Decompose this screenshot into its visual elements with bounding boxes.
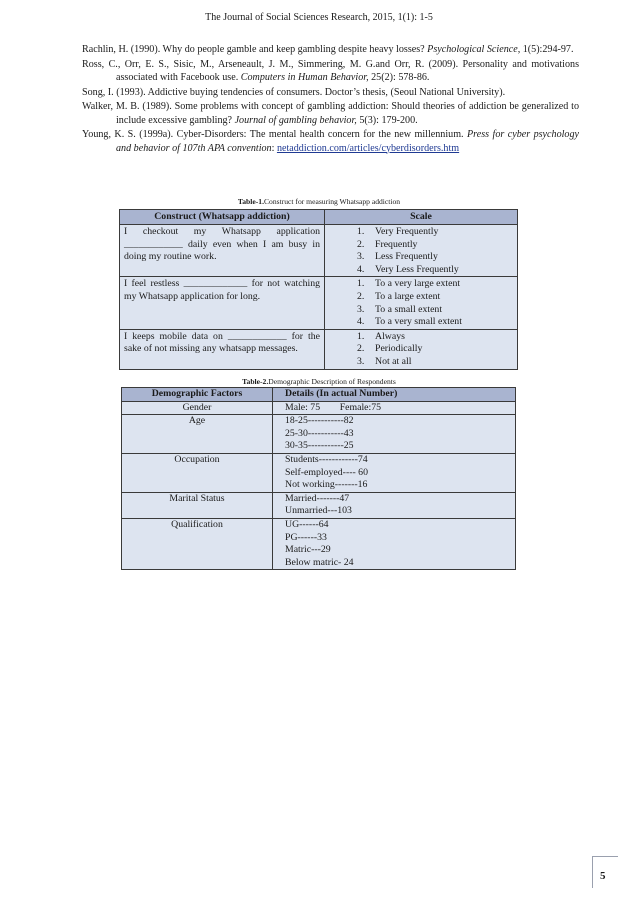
reference-details: 1(5):294-97. [520, 44, 574, 55]
detail-line: Students------------74 [285, 453, 368, 465]
reference-source: Journal of gambling behavior, [234, 114, 357, 126]
reference-text: Song, I. (1993). Addictive buying tendencies of consumers. Doctor’s thesis, (Seoul National University). [82, 86, 506, 98]
scale-option-label: Not at all [375, 355, 412, 367]
reference-entry [82, 43, 579, 57]
reference-entry [82, 58, 579, 85]
demographic-details-cell [273, 453, 516, 492]
detail-line: Unmarried---103 [285, 505, 352, 517]
scale-option-label: Always [375, 330, 405, 342]
scale-option-label: Frequently [375, 238, 418, 250]
scale-option [357, 304, 513, 317]
table-row [120, 277, 518, 329]
detail-line: 18-25-----------82 [285, 415, 354, 427]
reference-text: Rachlin, H. (1990). Why do people gamble and keep gambling despite heavy losses? [82, 44, 428, 55]
table-1-header-construct: Construct (Whatsapp addiction) [120, 210, 325, 225]
reference-details: 25(2): 578-86. [368, 72, 430, 83]
table-1-header-scale: Scale [325, 210, 518, 225]
construct-cell: I checkout my Whatsapp application ____________ daily even when I am busy in doing my routine work. [120, 225, 325, 277]
construct-cell: I keeps mobile data on ____________ for the sake of not missing any whatsapp messages. [120, 329, 325, 369]
reference-entry [82, 128, 579, 155]
detail-line: UG------64 [285, 518, 329, 530]
demographic-factor-cell: Occupation [122, 453, 273, 492]
reference-entry [82, 86, 579, 100]
scale-option-label: To a very large extent [375, 278, 461, 290]
table-2-caption-label: Table-2. [242, 377, 269, 386]
detail-line: Matric---29 [285, 544, 331, 556]
reference-source: Press for cyber psychology and behavior of 107th APA convention [116, 129, 579, 154]
scale-option-label: Very Frequently [375, 226, 439, 237]
scale-option-number: 2. [357, 238, 365, 250]
table-1-caption-text: Construct for measuring Whatsapp addiction [263, 197, 401, 206]
reference-link[interactable]: netaddiction.com/articles/cyberdisorders.htm [276, 142, 460, 154]
scale-option [357, 331, 513, 344]
demographic-details-cell [273, 518, 516, 569]
construct-cell: I feel restless _____________ for not watching my Whatsapp application for long. [120, 277, 325, 329]
demographic-factor-cell: Marital Status [122, 492, 273, 518]
scale-option [357, 343, 513, 356]
table-2-caption [0, 377, 638, 386]
demographic-factor-cell: Qualification [122, 518, 273, 569]
table-2-header-details: Details (In actual Number) [273, 388, 516, 402]
table-2-caption-text: Demographic Description of Respondents [268, 377, 396, 386]
scale-option-number: 1. [357, 278, 365, 290]
detail-line: PG------33 [285, 531, 327, 543]
detail-line: Not working-------16 [285, 479, 368, 491]
footer-rule-vertical [592, 856, 593, 888]
detail-line: 25-30-----------43 [285, 427, 354, 439]
page-number: 5 [600, 870, 606, 882]
table-row [120, 225, 518, 277]
scale-option [357, 226, 513, 239]
detail-line: 30-35-----------25 [285, 440, 354, 452]
reference-text: Young, K. S. (1999a). Cyber-Disorders: The mental health concern for the new millennium. [82, 129, 468, 140]
scale-option [357, 316, 513, 329]
reference-details: 5(3): 179-200. [356, 114, 418, 126]
scale-cell [325, 225, 518, 277]
reference-source: Computers in Human Behavior, [240, 72, 369, 83]
table-1-caption [0, 197, 638, 206]
reference-text: Ross, C., Orr, E. S., Sisic, M., Arseneault, J. M., Simmering, M. G.and Orr, R. (2009). Personality and motivations associated with Facebook use. [82, 58, 579, 83]
demographic-factor-cell: Age [122, 415, 273, 454]
reference-source: Psychological Science, [427, 44, 521, 55]
scale-option [357, 278, 513, 291]
table-1-caption-label: Table-1. [237, 197, 264, 206]
reference-list [82, 43, 579, 156]
table-row [122, 492, 516, 518]
demographic-details-cell [273, 401, 516, 415]
table-row [122, 518, 516, 569]
table-row [122, 453, 516, 492]
table-row [122, 401, 516, 415]
scale-cell [325, 329, 518, 369]
running-head: The Journal of Social Sciences Research, 2015, 1(1): 1-5 [205, 12, 433, 23]
scale-option-label: Periodically [375, 343, 423, 355]
detail-line: Married-------47 [285, 492, 350, 504]
scale-option-number: 3. [357, 251, 365, 263]
demographic-factor-cell: Gender [122, 401, 273, 415]
scale-option-label: To a small extent [375, 303, 443, 315]
scale-option-number: 2. [357, 290, 365, 302]
scale-option-number: 4. [357, 316, 365, 328]
scale-option-label: Very Less Frequently [375, 263, 459, 275]
reference-entry [82, 100, 579, 127]
detail-line: Male: 75 Female:75 [285, 401, 382, 413]
scale-option-number: 3. [357, 303, 365, 315]
table-2-header-factors: Demographic Factors [122, 388, 273, 402]
scale-option [357, 291, 513, 304]
scale-option-label: To a very small extent [375, 316, 462, 328]
table-1-whatsapp-construct [119, 209, 518, 370]
scale-option-label: To a large extent [375, 290, 441, 302]
scale-option-number: 1. [357, 226, 365, 237]
scale-option-number: 1. [357, 330, 365, 342]
reference-details: : [271, 142, 277, 154]
footer-rule [592, 856, 618, 857]
scale-option [357, 264, 513, 277]
scale-option [357, 251, 513, 264]
scale-option [357, 356, 513, 369]
scale-cell [325, 277, 518, 329]
scale-option-number: 4. [357, 263, 365, 275]
scale-option-number: 2. [357, 343, 365, 355]
scale-option-label: Less Frequently [375, 251, 438, 263]
detail-line: Below matric- 24 [285, 556, 354, 568]
scale-option [357, 239, 513, 252]
demographic-details-cell [273, 492, 516, 518]
detail-line: Self-employed---- 60 [285, 466, 368, 478]
reference-text: Walker, M. B. (1989). Some problems with concept of gambling addiction: Should theories of addiction be generalized to include excessive gambling? [82, 101, 579, 126]
table-2-header-row [122, 388, 516, 402]
demographic-details-cell [273, 415, 516, 454]
table-1-header-row [120, 210, 518, 225]
table-row [120, 329, 518, 369]
scale-option-number: 3. [357, 355, 365, 367]
table-row [122, 415, 516, 454]
table-2-demographics [121, 387, 516, 570]
